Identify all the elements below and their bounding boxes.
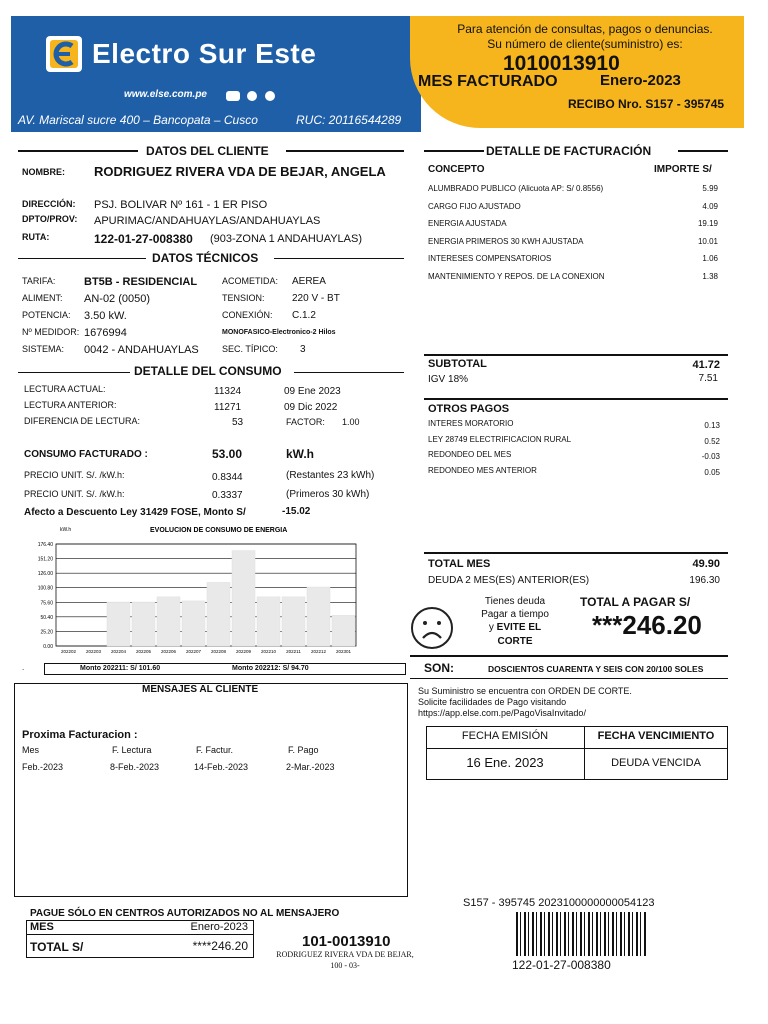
aviso-2: Solicite facilidades de Pago visitando xyxy=(418,697,567,707)
chart-ytick-label: 176.40 xyxy=(37,542,53,548)
lectura-actual-value: 11324 xyxy=(214,386,242,397)
fechas-hdivider xyxy=(426,748,728,749)
igv-label: IGV 18% xyxy=(428,374,469,385)
total-pagar-value: ***246.20 xyxy=(592,610,702,640)
divider xyxy=(18,372,130,373)
otros-item-value: -0.03 xyxy=(701,452,720,461)
fecha-emision-label: FECHA EMISIÓN xyxy=(461,730,549,742)
precio1-note: (Restantes 23 kWh) xyxy=(286,470,375,481)
divider xyxy=(410,655,728,657)
deuda-label: DEUDA 2 MES(ES) ANTERIOR(ES) xyxy=(428,575,590,586)
divider xyxy=(424,398,728,400)
sector-label: SEC. TÍPICO: xyxy=(222,344,278,354)
descuento-label: Afecto a Descuento Ley 31429 FOSE, Monto S/ xyxy=(24,507,246,518)
total-mes-label: TOTAL MES xyxy=(428,558,491,570)
chart-monto-1: Monto 202211: S/ 101.60 xyxy=(80,665,161,672)
ruta-label: RUTA: xyxy=(22,232,50,242)
nombre-value: RODRIGUEZ RIVERA VDA DE BEJAR, ANGELA xyxy=(94,164,386,179)
chart-xtick-label: 202210 xyxy=(260,649,277,654)
section-title-tecnicos: DATOS TÉCNICOS xyxy=(152,251,259,265)
lectura-anterior-value: 11271 xyxy=(214,402,242,413)
subtotal-label: SUBTOTAL xyxy=(428,358,487,370)
descuento-value: -15.02 xyxy=(282,506,311,517)
chart-ytick-label: 126.00 xyxy=(37,571,53,578)
factura-item-value: 4.09 xyxy=(702,201,718,211)
lectura-anterior-label: LECTURA ANTERIOR: xyxy=(24,400,117,410)
direccion-label: DIRECCIÓN: xyxy=(22,199,76,209)
section-title-cliente: DATOS DEL CLIENTE xyxy=(146,144,269,158)
divider xyxy=(274,258,404,259)
evite-corte-line xyxy=(460,622,570,633)
youtube-icon[interactable] xyxy=(226,91,240,101)
factura-item-label: ALUMBRADO PUBLICO (Alicuota AP: S/ 0.8556) xyxy=(428,184,604,193)
chart-xtick-label: 202204 xyxy=(110,649,127,654)
conexion-label: CONEXIÓN: xyxy=(222,310,273,320)
barcode-top-text: S157 - 395745 2023100000000054123 xyxy=(463,897,655,909)
otros-item-value: 0.13 xyxy=(704,421,720,430)
facebook-icon[interactable] xyxy=(247,91,257,101)
otros-item-label: INTERES MORATORIO xyxy=(428,419,514,428)
factura-item-label: ENERGIA AJUSTADA xyxy=(428,219,507,228)
divider xyxy=(424,552,728,554)
factor-label: FACTOR: xyxy=(286,417,325,427)
divider xyxy=(424,354,728,356)
factura-item-label: INTERESES COMPENSATORIOS xyxy=(428,254,552,263)
facturado-unit: kW.h xyxy=(286,447,315,461)
factura-item-label: ENERGIA PRIMEROS 30 KWH AJUSTADA xyxy=(428,236,584,246)
prox-value-mes: Feb.-2023 xyxy=(22,762,64,772)
aliment-value: AN-02 (0050) xyxy=(84,293,151,305)
chart-xtick-label: 202202 xyxy=(60,649,77,654)
chart-xtick-label: 202206 xyxy=(160,649,177,654)
mes-facturado-label: MES FACTURADO xyxy=(418,73,558,90)
deuda-value: 196.30 xyxy=(689,575,720,586)
chart-xtick-label: 202209 xyxy=(235,649,252,654)
chart-ytick-label: 0.00 xyxy=(43,644,53,650)
otros-pagos-label: OTROS PAGOS xyxy=(428,403,510,415)
factor-value: 1.00 xyxy=(342,417,360,427)
fecha-emision-value: 16 Ene. 2023 xyxy=(466,755,544,770)
chart-bar xyxy=(257,597,280,646)
son-label: SON: xyxy=(424,661,454,675)
chart-ytick-label: 50.40 xyxy=(40,614,53,621)
chart-ytick-label: 151.20 xyxy=(37,556,53,563)
company-ruc: RUC: 20116544289 xyxy=(296,113,402,127)
precio1-label: PRECIO UNIT. S/. /kW.h: xyxy=(24,470,125,480)
company-address: AV. Mariscal sucre 400 – Bancopata – Cusco xyxy=(18,113,258,127)
potencia-value: 3.50 kW. xyxy=(84,310,127,322)
proxima-facturacion: Proxima Facturacion : xyxy=(22,729,138,741)
twitter-icon[interactable] xyxy=(265,91,275,101)
otros-item-label: LEY 28749 ELECTRIFICACION RURAL xyxy=(428,434,572,444)
chart-xtick-label: 202207 xyxy=(185,649,202,654)
company-name: Electro Sur Este xyxy=(92,38,317,69)
website: www.else.com.pe xyxy=(124,89,207,100)
dpto-value: APURIMAC/ANDAHUAYLAS/ANDAHUAYLAS xyxy=(94,215,321,227)
mes-facturado-value: Enero-2023 xyxy=(600,72,681,89)
lectura-anterior-fecha: 09 Dic 2022 xyxy=(284,402,338,413)
footer-mes-label: MES xyxy=(30,921,54,933)
divider xyxy=(286,150,404,152)
tension-label: TENSION: xyxy=(222,293,265,303)
factura-item-value: 10.01 xyxy=(697,236,718,246)
chart-xtick-label: 202211 xyxy=(286,649,301,654)
footer-mes-value: Enero-2023 xyxy=(190,921,248,933)
precio2-label: PRECIO UNIT. S/. /kW.h: xyxy=(24,489,125,499)
chart-ytick-label: 75.60 xyxy=(40,600,53,607)
mensajes-box xyxy=(14,683,408,897)
chart-xtick-label: 202208 xyxy=(210,649,227,654)
chart-ytick-label: 25.20 xyxy=(40,629,53,636)
precio2-value: 0.3337 xyxy=(212,490,243,501)
tienes-deuda: Tienes deuda xyxy=(484,596,546,607)
divider xyxy=(18,150,138,152)
factura-item-value: 1.06 xyxy=(702,254,718,263)
son-value: DOSCIENTOS CUARENTA Y SEIS CON 20/100 SOLES xyxy=(488,664,704,674)
diferencia-label: DIFERENCIA DE LECTURA: xyxy=(24,416,141,426)
nombre-label: NOMBRE: xyxy=(22,167,65,177)
chart-bar xyxy=(332,615,355,646)
otros-item-label: REDONDEO DEL MES xyxy=(428,450,512,459)
footer-total-divider xyxy=(26,934,254,935)
divider xyxy=(410,678,728,679)
otros-item-label: REDONDEO MES ANTERIOR xyxy=(428,465,537,475)
factura-item-label: MANTENIMIENTO Y REPOS. DE LA CONEXION xyxy=(428,271,605,281)
igv-value: 7.51 xyxy=(698,373,718,384)
sector-value: 3 xyxy=(300,344,306,355)
divider xyxy=(18,258,146,259)
divider xyxy=(424,150,484,152)
aliment-label: ALIMENT: xyxy=(22,293,63,303)
pagar-tiempo: Pagar a tiempo xyxy=(481,609,549,620)
footer-total-value: ****246.20 xyxy=(192,939,248,953)
chart-monto-2: Monto 202212: S/ 94.70 xyxy=(232,665,309,672)
otros-item-value: 0.52 xyxy=(704,436,720,446)
dpto-label: DPTO/PROV: xyxy=(22,214,78,224)
prox-header-mes: Mes xyxy=(22,745,40,755)
factura-item-value: 5.99 xyxy=(702,184,718,193)
section-title-facturacion: DETALLE DE FACTURACIÓN xyxy=(486,144,652,158)
medidor-label: Nº MEDIDOR: xyxy=(22,327,80,337)
potencia-label: POTENCIA: xyxy=(22,310,71,320)
aviso-1: Su Suministro se encuentra con ORDEN DE CORTE. xyxy=(418,686,632,696)
divider xyxy=(678,150,728,152)
chart-bar xyxy=(282,597,305,646)
divider xyxy=(294,372,404,373)
social-icons xyxy=(226,88,275,100)
prox-header-lectura: F. Lectura xyxy=(112,745,152,755)
direccion-value: PSJ. BOLIVAR Nº 161 - 1 ER PISO xyxy=(94,199,268,211)
otros-item-value: 0.05 xyxy=(704,467,720,477)
footer-cliente-ruta: 100 - 03- xyxy=(330,961,360,970)
tarifa-value: BT5B - RESIDENCIAL xyxy=(84,276,198,288)
sad-face-icon xyxy=(410,606,454,655)
chart-bar xyxy=(307,587,330,646)
attention-line-1: Para atención de consultas, pagos o denuncias. xyxy=(457,22,713,36)
barcode xyxy=(516,912,646,956)
footer-cliente-name: RODRIGUEZ RIVERA VDA DE BEJAR, xyxy=(276,950,414,959)
mensajes-title: MENSAJES AL CLIENTE xyxy=(142,684,259,695)
facturado-value: 53.00 xyxy=(212,447,243,461)
concepto-header: CONCEPTO xyxy=(428,164,485,175)
corte: CORTE xyxy=(497,636,533,647)
conexion-value: C.1.2 xyxy=(292,310,316,321)
lectura-actual-label: LECTURA ACTUAL: xyxy=(24,384,106,394)
prox-header-pago: F. Pago xyxy=(288,745,319,755)
fecha-venc-label: FECHA VENCIMIENTO xyxy=(597,730,715,742)
acometida-label: ACOMETIDA: xyxy=(222,276,279,286)
chart-bar xyxy=(157,597,180,646)
prox-value-factur: 14-Feb.-2023 xyxy=(194,762,249,772)
facturado-label: CONSUMO FACTURADO : xyxy=(24,449,148,460)
pague-aviso: PAGUE SÓLO EN CENTROS AUTORIZADOS NO AL MENSAJERO xyxy=(30,908,340,919)
chart-xtick-label: 202203 xyxy=(85,649,102,654)
footer-total-label: TOTAL S/ xyxy=(30,940,84,954)
fecha-venc-value: DEUDA VENCIDA xyxy=(611,757,701,769)
chart-bar xyxy=(182,601,205,646)
ruta-extra: (903-ZONA 1 ANDAHUAYLAS) xyxy=(210,233,363,245)
chart-bar xyxy=(207,582,230,646)
fechas-divider xyxy=(584,726,585,779)
tarifa-label: TARIFA: xyxy=(22,276,56,286)
chart-xtick-label: 202301 xyxy=(335,649,352,654)
chart-xtick-label: 202212 xyxy=(310,649,327,654)
tension-value: 220 V - BT xyxy=(292,293,340,304)
chart-bar xyxy=(132,602,155,646)
precio2-note: (Primeros 30 kWh) xyxy=(286,489,370,500)
prox-value-pago: 2-Mar.-2023 xyxy=(286,762,335,772)
precio1-value: 0.8344 xyxy=(212,472,243,483)
chart-xtick-label: 202205 xyxy=(135,649,152,654)
recibo-number: RECIBO Nro. S157 - 395745 xyxy=(568,97,725,111)
prox-value-lectura: 8-Feb.-2023 xyxy=(110,762,160,772)
factura-item-label: CARGO FIJO AJUSTADO xyxy=(428,201,521,211)
aviso-link[interactable]: https://app.else.com.pe/PagoVisaInvitado/ xyxy=(418,708,586,718)
sistema-value: 0042 - ANDAHUAYLAS xyxy=(84,344,199,356)
chart-bar xyxy=(232,551,255,646)
ruta-value: 122-01-27-008380 xyxy=(94,232,193,246)
attention-line-2: Su número de cliente(suministro) es: xyxy=(487,37,683,51)
client-number: 1010013910 xyxy=(503,52,620,75)
footer-cliente-num: 101-0013910 xyxy=(302,933,391,950)
barcode-bottom-text: 122-01-27-008380 xyxy=(512,958,611,972)
diferencia-value: 53 xyxy=(232,417,244,428)
subtotal-value: 41.72 xyxy=(692,359,720,371)
evite-el: EVITE EL xyxy=(496,622,542,633)
factura-item-value: 1.38 xyxy=(702,271,718,281)
chart-ytick-label: 100.80 xyxy=(37,585,53,592)
total-pagar-label: TOTAL A PAGAR S/ xyxy=(580,595,691,609)
section-title-consumo: DETALLE DEL CONSUMO xyxy=(134,364,282,378)
chart-title: EVOLUCION DE CONSUMO DE ENERGIA xyxy=(150,527,288,534)
importe-header: IMPORTE S/ xyxy=(654,164,712,175)
chart-bar xyxy=(107,602,130,646)
prox-header-factur: F. Factur. xyxy=(196,745,234,755)
total-mes-value: 49.90 xyxy=(692,558,720,570)
consumption-chart xyxy=(20,522,360,662)
chart-ylabel: kW.h xyxy=(60,527,72,533)
lectura-actual-fecha: 09 Ene 2023 xyxy=(284,386,341,397)
medidor-value: 1676994 xyxy=(84,327,127,339)
chart-dot: . xyxy=(22,663,25,672)
acometida-value: AEREA xyxy=(292,276,326,287)
factura-item-value: 19.19 xyxy=(697,219,718,228)
sistema-label: SISTEMA: xyxy=(22,344,65,354)
company-logo-icon xyxy=(44,34,86,76)
medidor-tipo: MONOFASICO-Electronico-2 Hilos xyxy=(222,329,336,336)
evite-y: y xyxy=(488,622,494,633)
